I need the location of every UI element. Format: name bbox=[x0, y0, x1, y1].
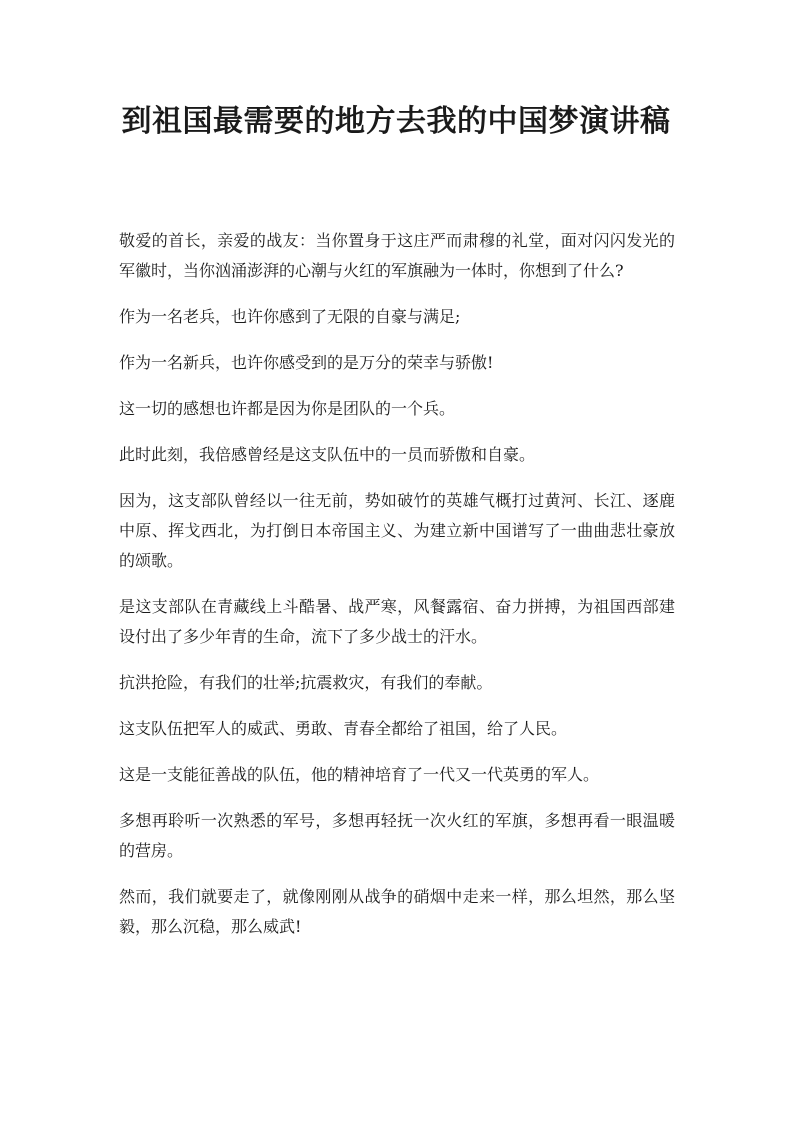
paragraph-12: 然而，我们就要走了，就像刚刚从战争的硝烟中走来一样，那么坦然，那么坚毅，那么沉稳，那么威武! bbox=[119, 887, 675, 936]
paragraph-1: 敬爱的首长，亲爱的战友：当你置身于这庄严而肃穆的礼堂，面对闪闪发光的军徽时，当你汹涌澎湃的心潮与火红的军旗融为一体时，你想到了什么? bbox=[119, 231, 675, 280]
document-body bbox=[119, 226, 675, 958]
paragraph-10: 这是一支能征善战的队伍，他的精神培育了一代又一代英勇的军人。 bbox=[119, 765, 600, 784]
paragraph-8: 抗洪抢险，有我们的壮举;抗震救灾，有我们的奉献。 bbox=[119, 673, 493, 692]
paragraph-6: 因为，这支部队曾经以一往无前，势如破竹的英雄气概打过黄河、长江、逐鹿中原、挥戈西北，为打倒日本帝国主义、为建立新中国谱写了一曲曲悲壮豪放的颂歌。 bbox=[119, 491, 675, 570]
paragraph-5: 此时此刻，我倍感曾经是这支队伍中的一员而骄傲和自豪。 bbox=[119, 445, 536, 464]
document-title: 到祖国最需要的地方去我的中国梦演讲稿 bbox=[121, 104, 671, 139]
paragraph-11: 多想再聆听一次熟悉的军号，多想再轻抚一次火红的军旗，多想再看一眼温暖的营房。 bbox=[119, 811, 675, 860]
paragraph-9: 这支队伍把军人的威武、勇敢、青春全都给了祖国，给了人民。 bbox=[119, 719, 568, 738]
paragraph-2: 作为一名老兵，也许你感到了无限的自豪与满足; bbox=[119, 307, 461, 326]
paragraph-4: 这一切的感想也许都是因为你是团队的一个兵。 bbox=[119, 399, 456, 418]
paragraph-3: 作为一名新兵，也许你感受到的是万分的荣幸与骄傲! bbox=[119, 353, 494, 372]
paragraph-7: 是这支部队在青藏线上斗酷暑、战严寒，风餐露宿、奋力拼搏，为祖国西部建设付出了多少年青的生命，流下了多少战士的汗水。 bbox=[119, 597, 675, 646]
